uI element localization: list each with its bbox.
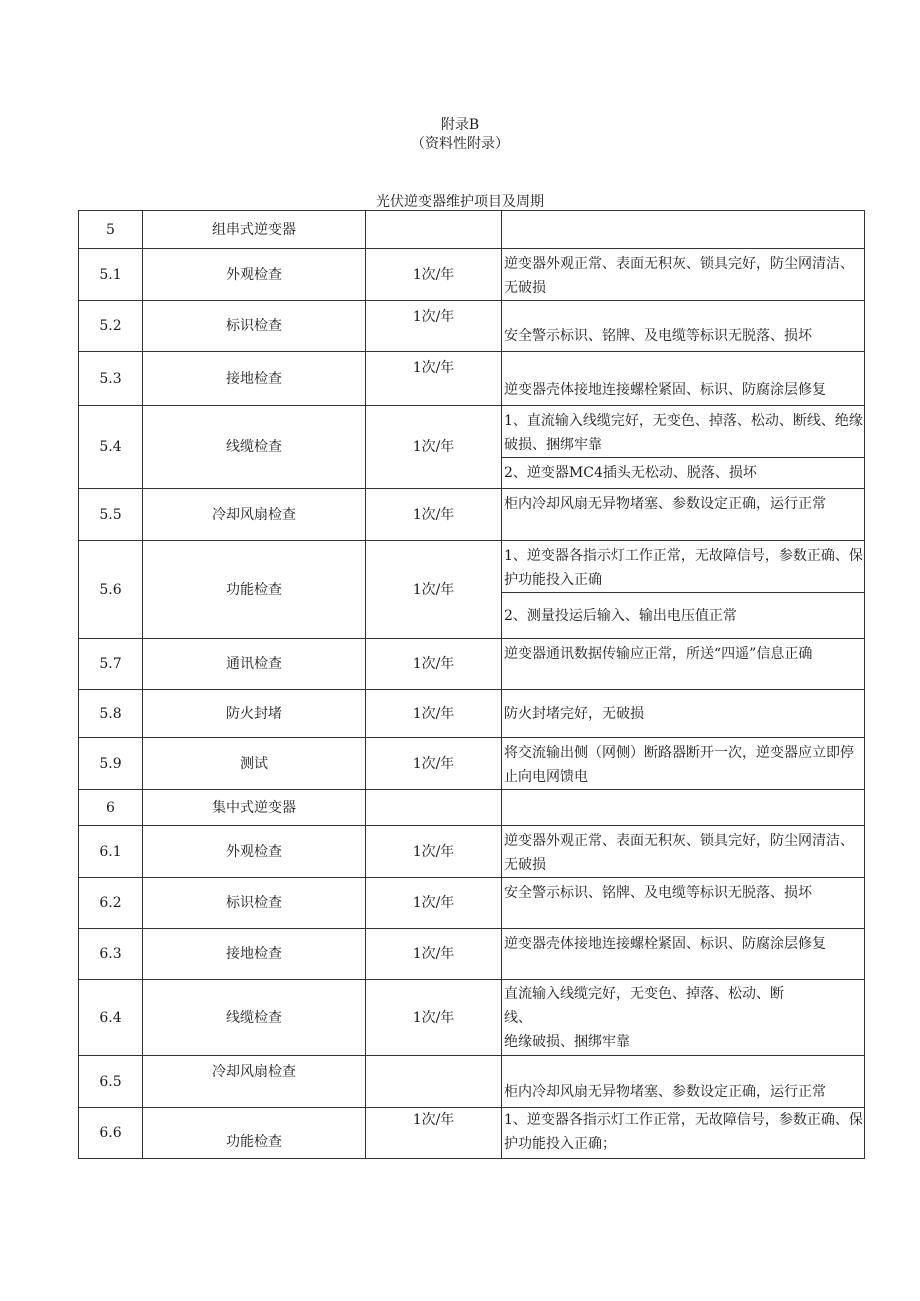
- row-item: 测试: [143, 738, 366, 790]
- row-requirement: 1、逆变器各指示灯工作正常，无故障信号，参数正确、保护功能投入正确；: [502, 1108, 865, 1159]
- requirement-line: 绝缘破损、捆绑牢靠: [504, 1033, 630, 1050]
- row-number: 5.2: [79, 301, 143, 352]
- row-requirement: 2、测量投运后输入、输出电压值正常: [502, 593, 865, 639]
- row-cycle: 1次/年: [366, 878, 502, 929]
- row-requirement: 1、直流输入线缆完好，无变色、掉落、松动、断线、绝缘破损、捆绑牢靠: [502, 406, 865, 458]
- row-number: 6: [79, 790, 143, 826]
- table-row: [79, 878, 865, 929]
- row-requirement: 逆变器通讯数据传输应正常，所送“四遥”信息正确: [502, 639, 865, 690]
- row-number: 5.5: [79, 489, 143, 541]
- row-item: 集中式逆变器: [143, 790, 366, 826]
- row-item: 接地检查: [143, 352, 366, 406]
- table-row: [79, 690, 865, 738]
- table-row: [79, 406, 865, 458]
- appendix-title: 附录B: [440, 117, 480, 133]
- row-cycle: 1次/年: [366, 738, 502, 790]
- row-requirement: 1、逆变器各指示灯工作正常，无故障信号，参数正确、保护功能投入正确: [502, 541, 865, 593]
- table-row: [79, 211, 865, 249]
- row-requirement: [502, 211, 865, 249]
- row-item: 组串式逆变器: [143, 211, 366, 249]
- table-row: [79, 1056, 865, 1108]
- table-caption: 光伏逆变器维护项目及周期: [376, 194, 544, 210]
- row-number: 5.6: [79, 541, 143, 639]
- table-row: [79, 929, 865, 980]
- row-requirement: 安全警示标识、铭牌、及电缆等标识无脱落、损坏: [502, 301, 865, 352]
- row-number: 6.3: [79, 929, 143, 980]
- row-number: 6.4: [79, 980, 143, 1056]
- row-number: 6.6: [79, 1108, 143, 1159]
- row-requirement: 将交流输出侧（网侧）断路器断开一次，逆变器应立即停止向电网馈电: [502, 738, 865, 790]
- row-requirement: 防火封堵完好，无破损: [502, 690, 865, 738]
- row-requirement: [502, 790, 865, 826]
- table-row: [79, 790, 865, 826]
- row-number: 5.8: [79, 690, 143, 738]
- row-number: 6.5: [79, 1056, 143, 1108]
- requirement-line: 直流输入线缆完好，无变色、掉落、松动、断: [504, 985, 784, 1002]
- row-cycle: 1次/年: [366, 406, 502, 489]
- row-cycle: 1次/年: [366, 690, 502, 738]
- row-item: 冷却风扇检查: [143, 489, 366, 541]
- row-number: 5.3: [79, 352, 143, 406]
- row-number: 5.1: [79, 249, 143, 301]
- row-requirement: 柜内冷却风扇无异物堵塞、参数设定正确，运行正常: [502, 1056, 865, 1108]
- row-requirement: 2、逆变器MC4插头无松动、脱落、损坏: [502, 458, 865, 489]
- row-number: 5: [79, 211, 143, 249]
- row-item: 外观检查: [143, 826, 366, 878]
- table-row: [79, 1108, 865, 1159]
- row-item: 线缆检查: [143, 406, 366, 489]
- row-cycle: 1次/年: [366, 489, 502, 541]
- row-item: 功能检查: [143, 541, 366, 639]
- table-row: [79, 489, 865, 541]
- row-requirement: [502, 980, 865, 1056]
- row-cycle: 1次/年: [366, 1108, 502, 1159]
- row-cycle: 1次/年: [366, 301, 502, 352]
- row-item: 标识检查: [143, 878, 366, 929]
- row-number: 6.2: [79, 878, 143, 929]
- row-requirement: 柜内冷却风扇无异物堵塞、参数设定正确，运行正常: [502, 489, 865, 541]
- table-row: [79, 826, 865, 878]
- row-cycle: 1次/年: [366, 826, 502, 878]
- table-row: [79, 738, 865, 790]
- row-cycle: 1次/年: [366, 352, 502, 406]
- row-cycle: [366, 790, 502, 826]
- row-item: 外观检查: [143, 249, 366, 301]
- row-item: 接地检查: [143, 929, 366, 980]
- row-cycle: 1次/年: [366, 929, 502, 980]
- row-cycle: 1次/年: [366, 980, 502, 1056]
- row-number: 5.4: [79, 406, 143, 489]
- row-cycle: [366, 1056, 502, 1108]
- row-item: 线缆检查: [143, 980, 366, 1056]
- row-cycle: 1次/年: [366, 249, 502, 301]
- row-cycle: 1次/年: [366, 639, 502, 690]
- row-requirement: 逆变器壳体接地连接螺栓紧固、标识、防腐涂层修复: [502, 352, 865, 406]
- requirement-line: 线、: [504, 1009, 532, 1026]
- row-requirement: 安全警示标识、铭牌、及电缆等标识无脱落、损坏: [502, 878, 865, 929]
- row-item: 冷却风扇检查: [143, 1056, 366, 1108]
- row-item: 通讯检查: [143, 639, 366, 690]
- row-item: 功能检查: [143, 1108, 366, 1159]
- row-number: 5.9: [79, 738, 143, 790]
- row-item: 防火封堵: [143, 690, 366, 738]
- table-row: [79, 541, 865, 593]
- row-number: 6.1: [79, 826, 143, 878]
- table-row: [79, 980, 865, 1056]
- appendix-subtitle: （资料性附录）: [411, 136, 509, 152]
- row-item: 标识检查: [143, 301, 366, 352]
- table-row: [79, 249, 865, 301]
- table-row: [79, 301, 865, 352]
- table-row: [79, 352, 865, 406]
- row-number: 5.7: [79, 639, 143, 690]
- table-row: [79, 639, 865, 690]
- row-cycle: 1次/年: [366, 541, 502, 639]
- row-requirement: 逆变器外观正常、表面无积灰、锁具完好，防尘网清洁、无破损: [502, 249, 865, 301]
- row-requirement: 逆变器外观正常、表面无积灰、锁具完好，防尘网清洁、无破损: [502, 826, 865, 878]
- row-cycle: [366, 211, 502, 249]
- row-requirement: 逆变器壳体接地连接螺栓紧固、标识、防腐涂层修复: [502, 929, 865, 980]
- maintenance-table: [78, 210, 865, 1159]
